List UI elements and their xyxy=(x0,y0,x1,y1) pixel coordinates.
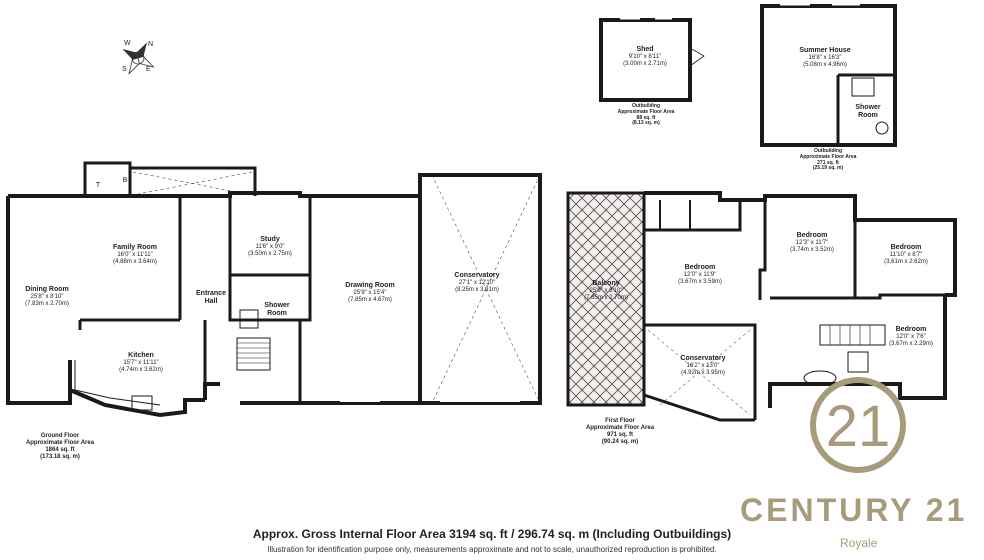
room-name: Hall xyxy=(204,298,218,306)
room-name: Drawing Room xyxy=(345,282,395,289)
area-line: (173.18 sq. m) xyxy=(40,453,80,460)
room-summer-shower xyxy=(852,104,884,120)
room-drawing xyxy=(330,282,410,304)
area-line: Outbuilding xyxy=(813,148,843,154)
room-name: Conservatory xyxy=(454,272,500,279)
area-line: First Floor xyxy=(605,418,635,424)
room-name: Balcony xyxy=(592,280,620,287)
area-line: (90.24 sq. m) xyxy=(601,438,639,445)
logo-number: 21 xyxy=(825,394,891,459)
room-dim: (3.67m x 2.29m) xyxy=(889,340,933,347)
room-name: Bedroom xyxy=(895,326,927,333)
label-t: T xyxy=(95,182,101,189)
room-name: Dining Room xyxy=(25,286,69,293)
room-study xyxy=(238,236,302,258)
room-kitchen xyxy=(106,352,176,374)
room-dim: 16'8" x 16'3" xyxy=(808,55,842,62)
room-bedroom-3 xyxy=(870,244,942,266)
room-bedroom-2 xyxy=(776,232,848,254)
compass-letter: W xyxy=(124,40,131,47)
room-balcony xyxy=(576,280,636,302)
room-name: Room xyxy=(858,112,878,120)
area-line: 971 sq. ft xyxy=(606,431,633,438)
area-line: Approximate Floor Area xyxy=(799,153,857,160)
room-name: Shed xyxy=(636,46,654,53)
room-family xyxy=(100,244,170,266)
brand-sub: Royale xyxy=(840,536,878,550)
room-bedroom-1 xyxy=(664,264,736,286)
room-dim: (7.85m x 2.70m) xyxy=(584,294,628,301)
room-conservatory xyxy=(442,272,512,294)
room-entrance xyxy=(190,290,232,306)
room-summer-house xyxy=(790,47,860,69)
shed-area xyxy=(596,104,696,127)
compass-letter: S xyxy=(122,66,127,73)
area-line: Ground Floor xyxy=(40,433,80,439)
room-dim: 9'10" x 8'11" xyxy=(628,54,662,61)
room-name: Shower xyxy=(855,104,881,111)
room-dim: (8.25m x 3.91m) xyxy=(455,286,499,293)
summer-house-plan xyxy=(762,4,895,145)
brand-name: CENTURY 21 xyxy=(740,492,968,528)
area-line: 1864 sq. ft xyxy=(45,446,75,453)
room-dim: (7.83m x 2.70m) xyxy=(25,300,69,307)
room-dim: (7.85m x 4.67m) xyxy=(348,296,392,303)
room-shower xyxy=(260,302,294,318)
room-bedroom-4 xyxy=(878,326,944,348)
gross-area-title: Approx. Gross Internal Floor Area 3194 sq. ft / 296.74 sq. m (Including Outbuildings) xyxy=(252,527,732,541)
room-dim: 16'2" x 13'0" xyxy=(686,363,720,370)
area-line: 88 sq. ft xyxy=(636,114,656,121)
area-line: Approximate Floor Area xyxy=(25,439,95,446)
compass-letter: E xyxy=(146,66,151,73)
room-name: Entrance xyxy=(196,290,226,297)
area-line: (8.13 sq. m) xyxy=(632,120,660,127)
area-line: Approximate Floor Area xyxy=(585,424,655,431)
room-name: Bedroom xyxy=(684,264,716,271)
room-shed xyxy=(612,46,678,68)
room-dim: 12'0" x 11'9" xyxy=(683,272,717,279)
label-b: B xyxy=(122,177,128,184)
room-dim: 16'0" x 11'11" xyxy=(117,252,153,259)
room-name: Family Room xyxy=(113,244,157,251)
room-dim: (3.67m x 3.59m) xyxy=(678,278,722,285)
ground-floor-area xyxy=(10,433,110,461)
area-line: Approximate Floor Area xyxy=(617,108,675,115)
room-name: Shower xyxy=(264,302,290,309)
room-dim: (5.08m x 4.96m) xyxy=(803,61,847,68)
first-floor-plan xyxy=(568,193,955,420)
room-dim: 11'10" x 8'7" xyxy=(889,252,923,259)
room-dim: 12'3" x 11'7" xyxy=(795,240,829,247)
room-name: Kitchen xyxy=(128,352,154,359)
disclaimer: Illustration for identification purpose only, measurements approximate and not to scale, unauthorized reproduction is prohibited. xyxy=(267,545,717,554)
area-line: Outbuilding xyxy=(631,103,661,109)
room-dim: (3.74m x 3.52m) xyxy=(790,246,834,253)
room-dim: (3.00m x 2.71m) xyxy=(623,60,667,67)
room-name: Study xyxy=(260,236,280,243)
area-line: 271 sq. ft xyxy=(817,159,839,166)
room-dining xyxy=(12,286,82,308)
room-dim: 11'6" x 9'0" xyxy=(255,244,285,251)
room-conservatory-first xyxy=(668,355,738,377)
room-name: Bedroom xyxy=(796,232,828,239)
room-name: Bedroom xyxy=(890,244,922,251)
room-dim: (4.92m x 3.95m) xyxy=(681,369,725,376)
first-floor-area xyxy=(568,418,672,446)
room-dim: 15'7" x 11'11" xyxy=(123,360,159,367)
room-dim: (3.50m x 2.75m) xyxy=(248,250,292,257)
compass-letter: N xyxy=(148,41,154,48)
summer-house-area xyxy=(778,149,878,172)
room-dim: 25'9" x 15'4" xyxy=(353,290,387,297)
room-dim: (3.61m x 2.62m) xyxy=(884,258,928,265)
room-name: Summer House xyxy=(799,47,851,54)
room-dim: 27'1" x 12'10" xyxy=(458,280,496,287)
room-dim: 25'8" x 8'10" xyxy=(30,294,64,301)
room-dim: (4.74m x 3.62m) xyxy=(119,366,163,373)
century21-logo-icon xyxy=(813,380,903,470)
area-line: (25.19 sq. m) xyxy=(812,165,844,172)
room-dim: 25'9" x 8'10" xyxy=(589,288,623,295)
room-name: Room xyxy=(267,310,287,318)
room-dim: 12'0" x 7'6" xyxy=(896,334,926,341)
room-name: Conservatory xyxy=(680,355,726,362)
room-dim: (4.88m x 3.64m) xyxy=(113,258,157,265)
